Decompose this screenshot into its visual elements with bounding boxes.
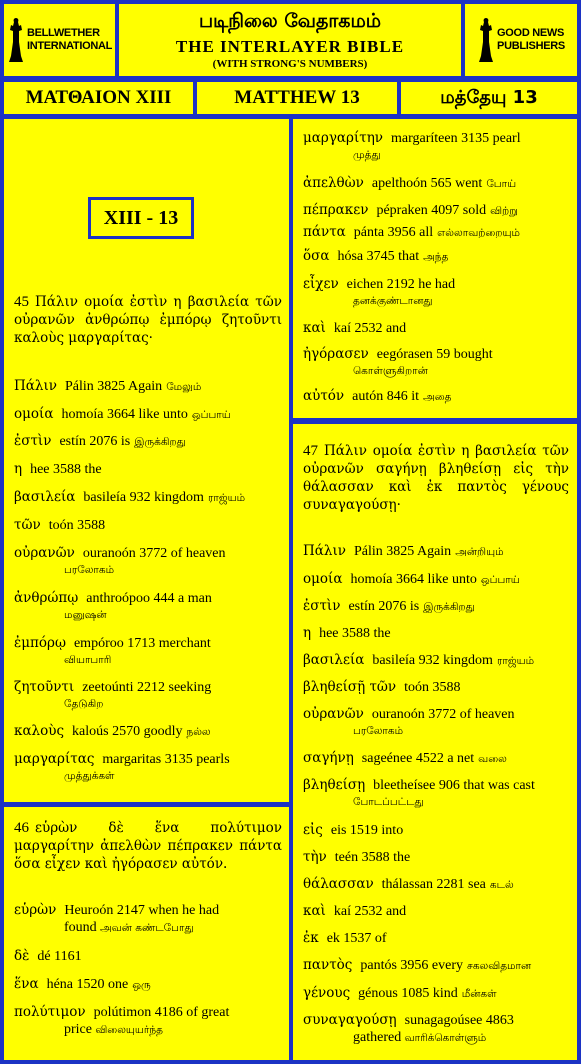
word-row: Πάλιν Pálin 3825 Again மேலும்	[14, 378, 202, 394]
word-row: καὶ kaí 2532 and	[303, 320, 407, 336]
word-row: καὶ kaí 2532 and	[303, 903, 407, 919]
word-row: ἐμπόρῳ empóroo 1713 merchant வியாபாரி	[14, 635, 211, 666]
word-row: ζητοῦντι zeetoúnti 2212 seeking தேடுகிற	[14, 679, 212, 710]
right-logo-line1: GOOD NEWS	[497, 27, 565, 39]
chapter-label: XIII - 13	[88, 197, 194, 239]
left-logo-line1: BELLWETHER	[26, 27, 100, 39]
word-row: ἐστὶν estín 2076 is இருக்கிறது	[14, 433, 186, 449]
word-row: ἀπελθὼν apelthoón 565 went போய்	[303, 175, 517, 191]
word-row: δὲ dé 1161	[14, 948, 82, 964]
word-row: ἕνα héna 1520 one ஒரு	[14, 976, 151, 992]
verse-number: 46	[14, 820, 29, 836]
verse-number: 47	[303, 443, 318, 459]
word-row: τὴν teén 3588 the	[303, 849, 411, 865]
word-row: εὑρὼν Heuroón 2147 when he had found அவன் கண்டபோது	[14, 902, 220, 935]
verse-46-text	[14, 819, 282, 873]
right-column-bottom	[293, 424, 577, 1060]
verse-number: 45	[14, 294, 29, 310]
word-row: καλοὺς kaloús 2570 goodly நல்ல	[14, 723, 211, 739]
word-row: εἰς eis 1519 into	[303, 822, 404, 838]
word-row: βληθείσῃ bleetheísee 906 that was cast போடப்பட்டது	[303, 777, 535, 808]
word-row: αὐτόν autón 846 it அதை	[303, 388, 452, 404]
right-logo	[465, 4, 577, 76]
word-row: παντὸς pantós 3956 every சகலவிதமான	[303, 957, 532, 973]
left-logo	[4, 4, 115, 76]
word-row: μαργαρίτας margaritas 3135 pearls முத்துக்கள்	[14, 751, 230, 782]
left-column-top	[4, 119, 289, 802]
word-row: πέπρακεν pépraken 4097 sold விற்று	[303, 202, 518, 218]
word-row: θάλασσαν thálassan 2281 sea கடல்	[303, 876, 514, 892]
word-row: ὅσα hósa 3745 that அந்த	[303, 248, 449, 264]
word-row: ἠγόρασεν eegórasen 59 bought கொள்ளுகிறான்	[303, 346, 493, 377]
page-title: THE INTERLAYER BIBLE	[175, 37, 405, 56]
verse-greek: Πάλιν ομοία ἐστὶν η βασιλεία τῶν οὐρανῶν ἀνθρώπῳ ἐμπόρῳ ζητοῦντι καλοὺς μαργαρίτας·	[14, 294, 282, 346]
word-row: βασιλεία basileía 932 kingdom ராஜ்யம்	[303, 652, 535, 668]
word-row: ἀνθρώπῳ anthroópoo 444 a man மனுஷன்	[14, 590, 212, 621]
tamil-title: படிநிலை வேதாகமம்	[198, 10, 382, 32]
word-row: γένους génous 1085 kind மீன்கள்	[303, 985, 497, 1001]
word-row: εἶχεν eichen 2192 he had தனக்குண்டானது	[303, 276, 456, 307]
verse-45-text	[14, 293, 282, 347]
word-row: μαργαρίτην margaríteen 3135 pearl முத்து	[303, 130, 521, 161]
word-row: ομοία homoía 3664 like unto ஒப்பாய்	[14, 406, 231, 422]
word-row: συναγαγούσῃ sunagagoúsee 4863 gathered வாரிக்கொள்ளும்	[303, 1012, 514, 1045]
statue-logo-icon	[477, 16, 495, 64]
page-subtitle: (WITH STRONG'S NUMBERS)	[212, 58, 368, 70]
book-tamil: மத்தேயு 13	[401, 82, 577, 114]
book-english: MATTHEW 13	[197, 82, 397, 114]
word-row: πάντα pánta 3956 all எல்லாவற்றையும்	[303, 224, 520, 240]
right-logo-line2: PUBLISHERS	[497, 40, 565, 52]
title-block	[119, 4, 461, 76]
word-row: τῶν toón 3588	[14, 517, 106, 533]
left-column-bottom	[4, 807, 289, 1060]
left-logo-line2: INTERNATIONAL	[26, 40, 113, 52]
verse-greek: Πάλιν ομοία ἐστὶν η βασιλεία τῶν οὐρανῶν σαγήνῃ βληθείσῃ εἰς τὴν θάλασσαν καὶ ἐκ παντὸς γένους συναγαγούσῃ·	[303, 443, 569, 513]
verse-47-text	[303, 442, 569, 514]
word-row: Πάλιν Pálin 3825 Again அன்றியும்	[303, 543, 504, 559]
word-row: σαγήνῃ sageénee 4522 a net வலை	[303, 750, 507, 766]
word-row: η hee 3588 the	[14, 461, 102, 477]
word-row: πολύτιμον polútimon 4186 of great price விலையுயர்ந்த	[14, 1004, 230, 1037]
word-row: ομοία homoía 3664 like unto ஒப்பாய்	[303, 571, 520, 587]
book-greek: ΜΑΤΘΑΙΟΝ XIII	[4, 82, 193, 114]
word-row: οὐρανῶν ouranoón 3772 of heaven பரலோகம்	[303, 706, 515, 737]
word-row: βασιλεία basileía 932 kingdom ராஜ்யம்	[14, 489, 246, 505]
verse-greek: εὑρὼν δὲ ἕνα πολύτιμον μαργαρίτην ἀπελθὼν πέπρακεν πάντα ὅσα εἶχεν καὶ ἠγόρασεν αὐτόν.	[14, 820, 282, 872]
right-column-top	[293, 119, 577, 418]
word-row: ἐστὶν estín 2076 is இருக்கிறது	[303, 598, 475, 614]
word-row: ἐκ ek 1537 of	[303, 930, 387, 946]
word-row: βληθείσῇ τῶν toón 3588	[303, 679, 461, 695]
word-row: η hee 3588 the	[303, 625, 391, 641]
word-row: οὐρανῶν ouranoón 3772 of heaven பரலோகம்	[14, 545, 226, 576]
statue-logo-icon	[7, 16, 25, 64]
